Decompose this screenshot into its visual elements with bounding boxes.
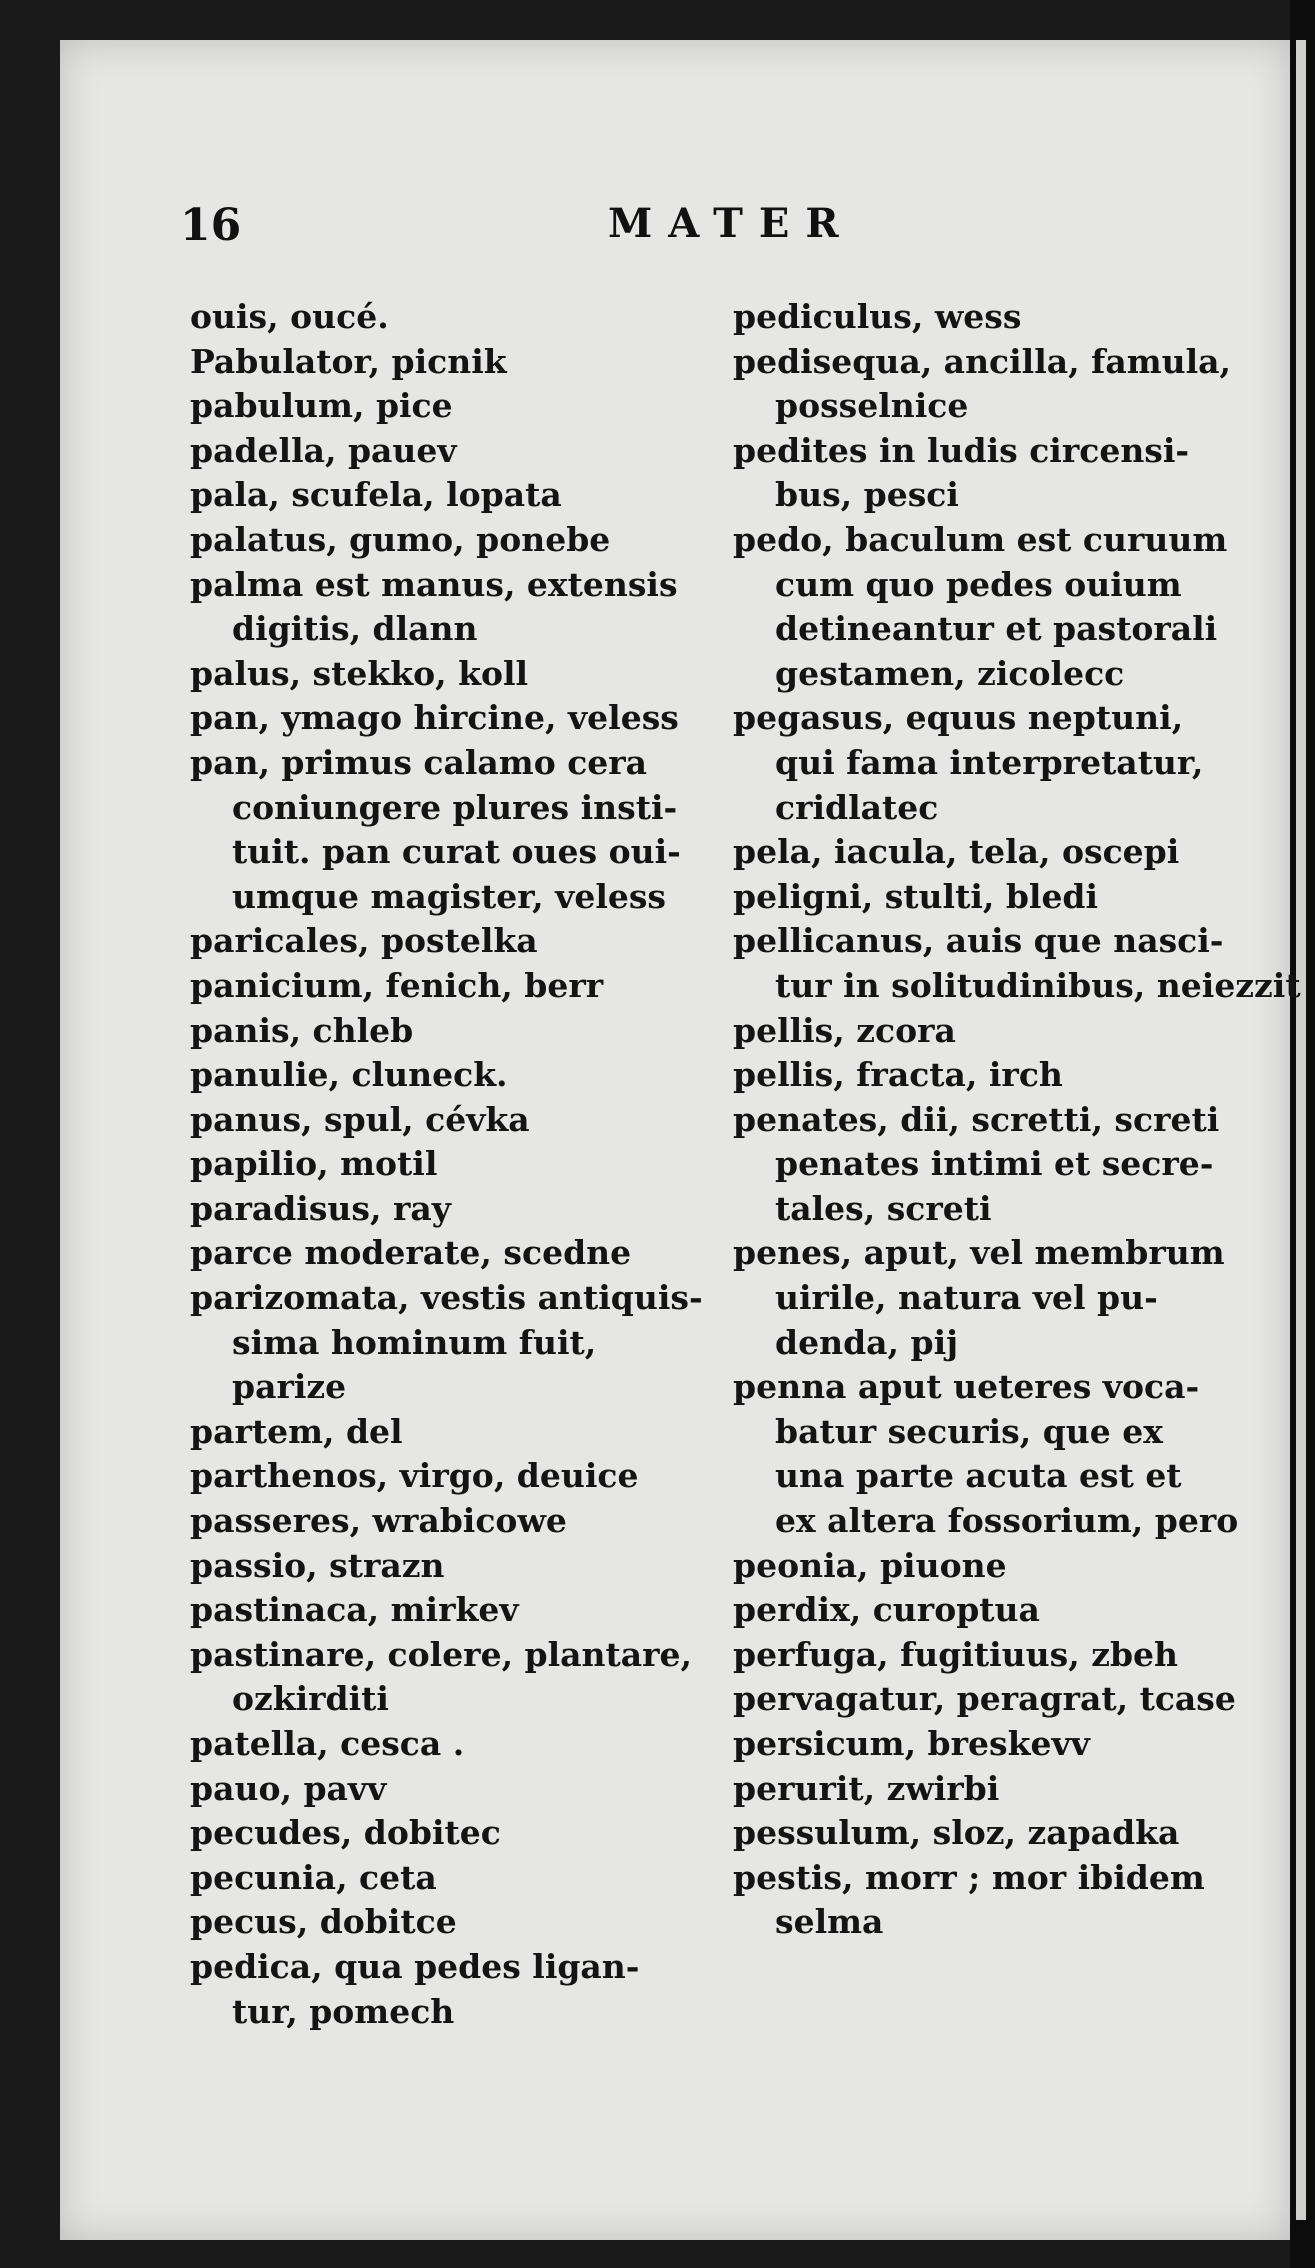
- entry-headword-line: perdix, curoptua: [733, 1590, 1040, 1630]
- entry-headword-line: pervagatur, peragrat, tcase: [733, 1679, 1236, 1719]
- entry-headword-line: passeres, wrabicowe: [190, 1501, 567, 1541]
- dictionary-entry: [190, 473, 760, 518]
- running-head: MATER: [608, 200, 855, 247]
- entry-headword-line: panulie, cluneck.: [190, 1055, 508, 1095]
- entry-headword-line: penna aput ueteres voca-: [733, 1367, 1200, 1407]
- entry-headword-line: panis, chleb: [190, 1010, 414, 1050]
- entry-headword-line: pedites in ludis circensi-: [733, 430, 1190, 470]
- entry-headword-line: peligni, stulti, bledi: [733, 876, 1099, 916]
- entry-headword-line: pessulum, sloz, zapadka: [733, 1813, 1180, 1853]
- entry-continuation-line: gestamen, zicolecc: [775, 653, 1125, 693]
- entry-headword-line: pegasus, equus neptuni,: [733, 698, 1184, 738]
- entry-continuation-line: sima hominum fuit,: [232, 1322, 597, 1362]
- entry-headword-line: partem, del: [190, 1411, 403, 1451]
- dictionary-entry: [190, 340, 760, 385]
- entry-headword-line: peonia, piuone: [733, 1545, 1007, 1585]
- entry-headword-line: palma est manus, extensis: [190, 564, 678, 604]
- dictionary-entry: [190, 1588, 760, 1633]
- dictionary-entry: [190, 1142, 760, 1187]
- entry-headword-line: pecus, dobitce: [190, 1902, 457, 1942]
- entry-headword-line: penes, aput, vel membrum: [733, 1233, 1225, 1273]
- left-column: [190, 295, 760, 2034]
- entry-headword-line: pedisequa, ancilla, famula,: [733, 341, 1232, 381]
- dictionary-entry: [733, 1677, 1308, 1722]
- dictionary-entry: [733, 1811, 1308, 1856]
- dictionary-entry: [733, 340, 1308, 429]
- entry-headword-line: papilio, motil: [190, 1144, 438, 1184]
- dictionary-entry: [733, 1365, 1308, 1543]
- entry-headword-line: pastinaca, mirkev: [190, 1590, 519, 1630]
- dictionary-entry: [190, 429, 760, 474]
- dictionary-entry: [190, 964, 760, 1009]
- entry-headword-line: panus, spul, cévka: [190, 1099, 530, 1139]
- entry-headword-line: pediculus, wess: [733, 297, 1022, 336]
- entry-headword-line: penates, dii, scretti, screti: [733, 1099, 1220, 1139]
- dictionary-entry: [733, 1856, 1308, 1945]
- entry-headword-line: pan, ymago hircine, veless: [190, 698, 679, 738]
- entry-headword-line: padella, pauev: [190, 430, 457, 470]
- page-number: 16: [180, 200, 242, 251]
- entry-headword-line: pellis, zcora: [733, 1010, 956, 1050]
- dictionary-entry: [733, 518, 1308, 696]
- dictionary-entry: [190, 384, 760, 429]
- entry-continuation-line: digitis, dlann: [232, 609, 478, 649]
- entry-continuation-line: ozkirditi: [232, 1679, 389, 1719]
- entry-continuation-line: una parte acuta est et: [775, 1456, 1182, 1496]
- entry-headword-line: palus, stekko, koll: [190, 653, 529, 693]
- entry-continuation-line: detineantur et pastorali: [775, 609, 1218, 649]
- entry-headword-line: persicum, breskevv: [733, 1724, 1090, 1763]
- entry-headword-line: pela, iacula, tela, oscepi: [733, 832, 1180, 872]
- entry-headword-line: pellis, fracta, irch: [733, 1055, 1063, 1095]
- entry-headword-line: pan, primus calamo cera: [190, 742, 648, 782]
- page-header: [60, 200, 1290, 260]
- dictionary-entry: [190, 1187, 760, 1232]
- dictionary-entry: [733, 1588, 1308, 1633]
- dictionary-entry: [190, 563, 760, 652]
- entry-continuation-line: cum quo pedes ouium: [775, 564, 1182, 604]
- dictionary-entry: [190, 1767, 760, 1812]
- entry-continuation-line: penates intimi et secre-: [775, 1144, 1214, 1184]
- entry-headword-line: parce moderate, scedne: [190, 1233, 632, 1273]
- book-page: [60, 40, 1301, 2240]
- dictionary-entry: [733, 1098, 1308, 1232]
- entry-continuation-line: tur in solitudinibus, neiezzit: [775, 965, 1301, 1005]
- dictionary-entry: [190, 1499, 760, 1544]
- dictionary-entry: [733, 696, 1308, 830]
- entry-headword-line: paradisus, ray: [190, 1188, 451, 1228]
- right-column: [733, 295, 1308, 1945]
- dictionary-entry: [190, 1544, 760, 1589]
- entry-continuation-line: ex altera fossorium, pero: [775, 1501, 1239, 1541]
- entry-headword-line: passio, strazn: [190, 1545, 445, 1585]
- dictionary-entry: [190, 295, 760, 340]
- dictionary-entry: [190, 919, 760, 964]
- entry-continuation-line: umque magister, veless: [232, 876, 667, 916]
- dictionary-entry: [190, 1633, 760, 1722]
- entry-headword-line: pauo, pavv: [190, 1768, 387, 1808]
- dictionary-entry: [733, 1231, 1308, 1365]
- entry-headword-line: pecudes, dobitec: [190, 1813, 501, 1853]
- dictionary-entry: [733, 919, 1308, 1008]
- entry-headword-line: ouis, oucé.: [190, 297, 389, 336]
- entry-headword-line: parizomata, vestis antiquis-: [190, 1278, 703, 1318]
- dictionary-entry: [733, 295, 1308, 340]
- dictionary-entry: [190, 1945, 760, 2034]
- entry-continuation-line: parize: [232, 1367, 347, 1407]
- entry-continuation-line: tales, screti: [775, 1188, 992, 1228]
- dictionary-entry: [190, 1276, 760, 1410]
- dictionary-entry: [190, 1454, 760, 1499]
- dictionary-entry: [733, 1722, 1308, 1767]
- entry-continuation-line: tuit. pan curat oues oui-: [232, 832, 681, 872]
- entry-headword-line: palatus, gumo, ponebe: [190, 519, 611, 559]
- entry-continuation-line: selma: [775, 1902, 884, 1942]
- dictionary-entry: [733, 1009, 1308, 1054]
- entry-headword-line: panicium, fenich, berr: [190, 965, 604, 1005]
- entry-headword-line: pabulum, pice: [190, 386, 453, 426]
- entry-continuation-line: cridlatec: [775, 787, 939, 827]
- dictionary-entry: [733, 875, 1308, 920]
- dictionary-entry: [190, 1410, 760, 1455]
- entry-headword-line: perfuga, fugitiuus, zbeh: [733, 1634, 1179, 1674]
- dictionary-entry: [190, 1098, 760, 1143]
- dictionary-entry: [733, 1544, 1308, 1589]
- entry-headword-line: paricales, postelka: [190, 921, 538, 961]
- dictionary-entry: [190, 1900, 760, 1945]
- dictionary-entry: [190, 518, 760, 563]
- dictionary-entry: [190, 696, 760, 741]
- dictionary-entry: [190, 1053, 760, 1098]
- entry-headword-line: Pabulator, picnik: [190, 341, 507, 381]
- dictionary-entry: [733, 1633, 1308, 1678]
- entry-headword-line: patella, cesca .: [190, 1724, 465, 1763]
- entry-headword-line: pedo, baculum est curuum: [733, 519, 1228, 559]
- entry-continuation-line: denda, pij: [775, 1322, 959, 1362]
- entry-continuation-line: qui fama interpretatur,: [775, 742, 1204, 782]
- entry-continuation-line: uirile, natura vel pu-: [775, 1278, 1158, 1318]
- entry-continuation-line: batur securis, que ex: [775, 1411, 1163, 1451]
- dictionary-entry: [190, 1722, 760, 1767]
- dictionary-entry: [190, 1856, 760, 1901]
- dictionary-entry: [190, 1811, 760, 1856]
- entry-continuation-line: coniungere plures insti-: [232, 787, 678, 827]
- entry-headword-line: pestis, morr ; mor ibidem: [733, 1857, 1205, 1897]
- entry-headword-line: pastinare, colere, plantare,: [190, 1634, 693, 1674]
- entry-headword-line: pala, scufela, lopata: [190, 475, 562, 515]
- dictionary-entry: [190, 652, 760, 697]
- dictionary-entry: [733, 1053, 1308, 1098]
- entry-headword-line: perurit, zwirbi: [733, 1768, 1000, 1808]
- entry-headword-line: pecunia, ceta: [190, 1857, 437, 1897]
- dictionary-entry: [733, 1767, 1308, 1812]
- entry-continuation-line: posselnice: [775, 386, 969, 426]
- dictionary-entry: [190, 1231, 760, 1276]
- dictionary-entry: [190, 741, 760, 919]
- dictionary-entry: [190, 1009, 760, 1054]
- entry-headword-line: pellicanus, auis que nasci-: [733, 921, 1224, 961]
- dictionary-entry: [733, 429, 1308, 518]
- entry-headword-line: pedica, qua pedes ligan-: [190, 1946, 640, 1986]
- entry-continuation-line: tur, pomech: [232, 1991, 455, 2031]
- entry-headword-line: parthenos, virgo, deuice: [190, 1456, 639, 1496]
- entry-continuation-line: bus, pesci: [775, 475, 959, 515]
- dictionary-entry: [733, 830, 1308, 875]
